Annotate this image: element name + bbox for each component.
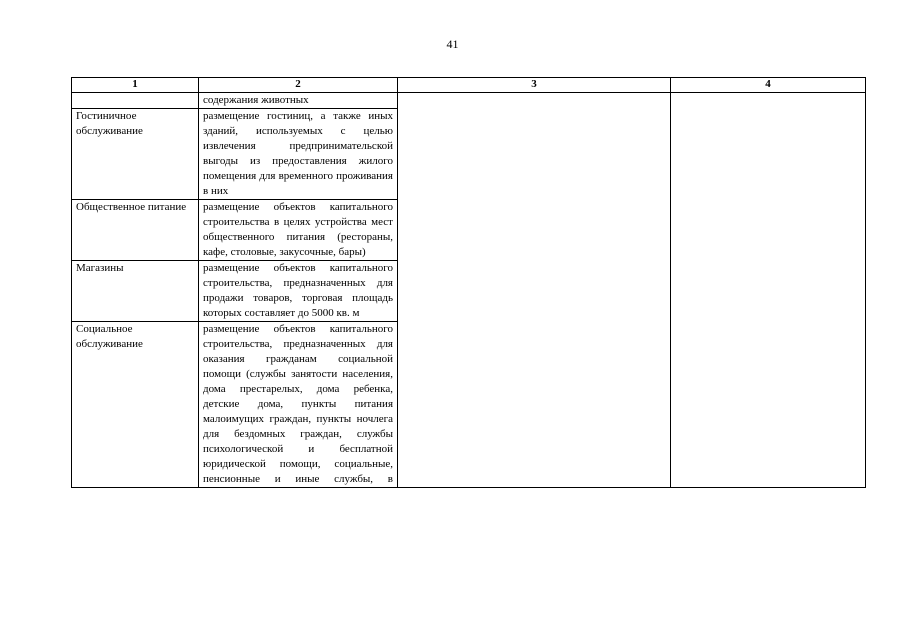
header-row xyxy=(72,78,866,93)
use-type-name: Общественное питание xyxy=(72,200,199,261)
land-use-table xyxy=(71,77,866,488)
column-header-4: 4 xyxy=(671,78,866,93)
use-type-name: Социальное обслуживание xyxy=(72,322,199,488)
column-header-1: 1 xyxy=(72,78,199,93)
use-type-name: Гостиничное обслуживание xyxy=(72,109,199,200)
column-header-2: 2 xyxy=(199,78,398,93)
column-3-cell xyxy=(398,93,671,488)
column-header-3: 3 xyxy=(398,78,671,93)
use-type-name: Магазины xyxy=(72,261,199,322)
use-type-description: размещение объектов капитального строительства, предназначенных для оказания гражданам социальной помощи (службы занятости населения, дома престарелых, дома ребенка, детские дома, пункты питания малоимущих граждан, пункты ночлега для бездомных граждан, службы психологической и бесплатной юридической помощи, социальные, пенсионные и иные службы, в xyxy=(199,322,398,488)
use-type-description: размещение гостиниц, а также иных зданий, используемых с целью извлечения предпринимательской выгоды из предоставления жилого помещения для временного проживания в них xyxy=(199,109,398,200)
table-row xyxy=(72,93,866,109)
use-type-description: размещение объектов капитального строительства в целях устройства мест общественного питания (рестораны, кафе, столовые, закусочные, бары) xyxy=(199,200,398,261)
page-number: 41 xyxy=(446,37,459,51)
column-4-cell xyxy=(671,93,866,488)
continuation-description-cell: содержания животных xyxy=(199,93,398,109)
use-type-description: размещение объектов капитального строительства, предназначенных для продажи товаров, торговая площадь которых составляет до 5000 кв. м xyxy=(199,261,398,322)
continuation-name-cell xyxy=(72,93,199,109)
